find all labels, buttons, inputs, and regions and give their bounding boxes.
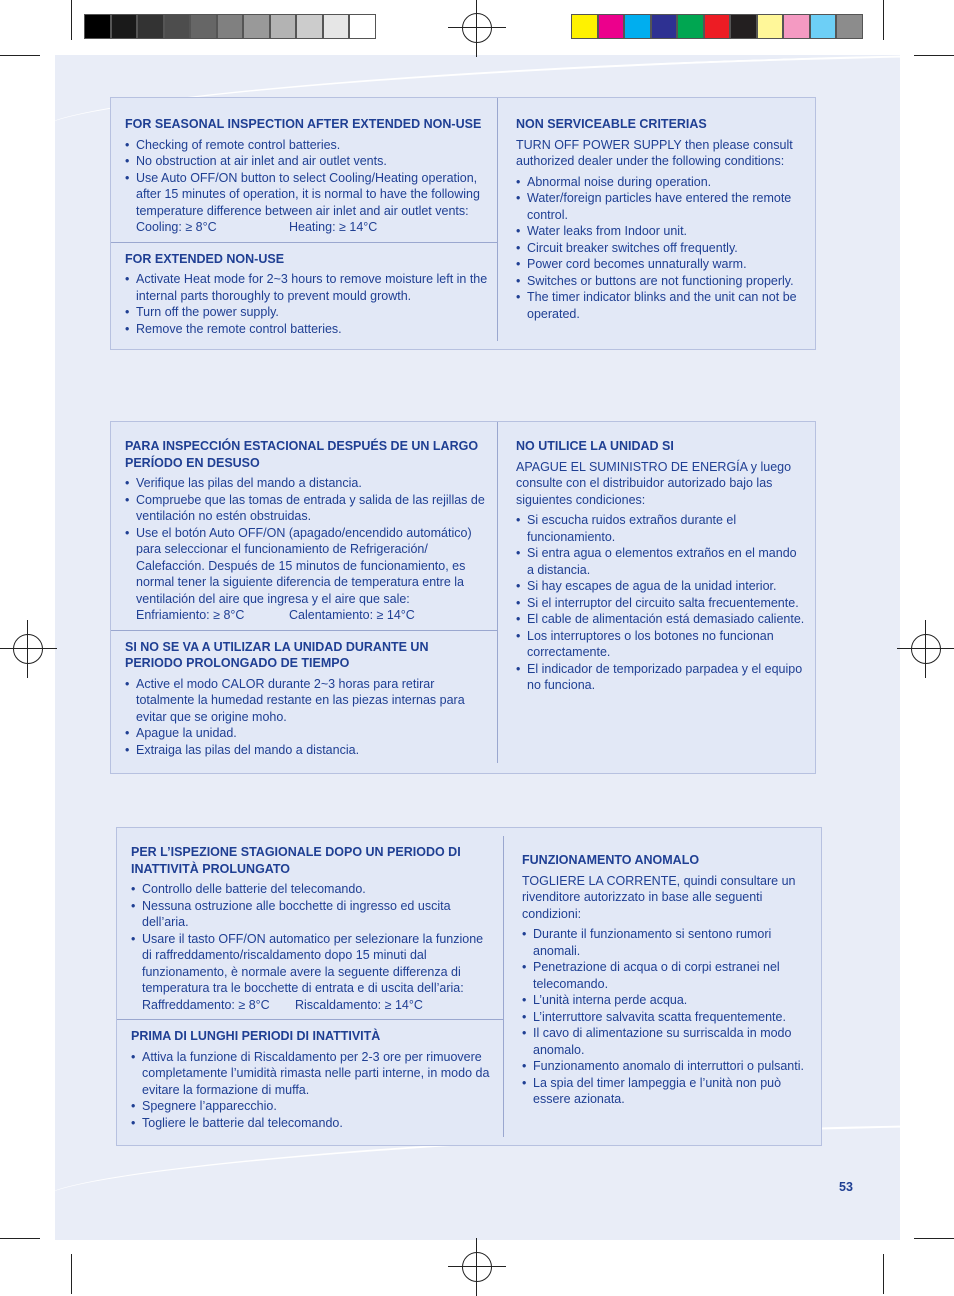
seasonal-inspection-list	[131, 881, 495, 1013]
crop-mark	[914, 1238, 954, 1239]
extended-non-use-title: SI NO SE VA A UTILIZAR LA UNIDAD DURANTE UN PERIODO PROLONGADO DE TIEMPO	[125, 639, 429, 670]
cooling-temp: Cooling: ≥ 8°C	[136, 220, 217, 234]
registration-mark-top	[462, 13, 492, 43]
do-not-use-title: NO UTILICE LA UNIDAD SI	[516, 439, 674, 453]
list-item: • Spegnere l’apparecchio.	[131, 1098, 495, 1115]
list-item: • L’interruttore salvavita scatta frequentemente.	[522, 1009, 811, 1026]
crop-mark	[71, 0, 72, 40]
color-swatch	[783, 14, 810, 39]
list-item: • Water leaks from Indoor unit.	[516, 223, 805, 240]
list-item: • La spia del timer lampeggia e l’unità non può essere azionata.	[522, 1075, 811, 1108]
grayscale-color-bar	[84, 14, 376, 41]
list-item: • Water/foreign particles have entered the remote control.	[516, 190, 805, 223]
list-item: • Si el interruptor del circuito salta frecuentemente.	[516, 595, 805, 612]
abnormal-operation-title: FUNZIONAMENTO ANOMALO	[522, 853, 700, 867]
list-item: • Apague la unidad.	[125, 725, 489, 742]
heating-temp: Heating: ≥ 14°C	[289, 220, 378, 234]
list-item: • Si hay escapes de agua de la unidad interior.	[516, 578, 805, 595]
color-swatch	[270, 14, 297, 39]
list-item: • Circuit breaker switches off frequently.	[516, 240, 805, 257]
extended-non-use-list	[125, 271, 489, 337]
color-swatch	[84, 14, 111, 39]
list-item: • Togliere le batterie dal telecomando.	[131, 1115, 495, 1132]
cooling-temp: Enfriamiento: ≥ 8°C	[136, 608, 245, 622]
color-swatch	[757, 14, 784, 39]
registration-mark-right	[911, 634, 941, 664]
crop-mark	[71, 1254, 72, 1294]
page-number: 53	[839, 1180, 853, 1194]
english-left-column	[111, 98, 497, 349]
list-item: • Switches or buttons are not functioning properly.	[516, 273, 805, 290]
temperature-values	[125, 219, 489, 236]
registration-mark-left	[13, 634, 43, 664]
process-color-bar	[571, 14, 863, 41]
english-section	[110, 97, 816, 350]
extended-non-use-title: PRIMA DI LUNGHI PERIODI DI INATTIVITÀ	[131, 1029, 381, 1043]
list-item: • Power cord becomes unnaturally warm.	[516, 256, 805, 273]
list-item: • Attiva la funzione di Riscaldamento per 2-3 ore per rimuovere completamente l’umidità rimasta nelle parti interne, in modo da evitare la formazione di muffa.	[131, 1049, 495, 1099]
list-item: • Verifique las pilas del mando a distancia.	[125, 475, 489, 492]
list-item: • El indicador de temporizado parpadea y el equipo no funciona.	[516, 661, 805, 694]
color-swatch	[111, 14, 138, 39]
list-item: • Il cavo di alimentazione su surriscalda in modo anomalo.	[522, 1025, 811, 1058]
list-item: • Use Auto OFF/ON button to select Cooling/Heating operation, after 15 minutes of operation, it is normal to have the following temperature difference between air inlet and air outlet vents:	[125, 170, 489, 220]
color-swatch	[571, 14, 598, 39]
seasonal-inspection-title: FOR SEASONAL INSPECTION AFTER EXTENDED NON-USE	[125, 117, 482, 131]
heating-temp: Riscaldamento: ≥ 14°C	[295, 997, 423, 1012]
color-swatch	[296, 14, 323, 39]
list-item: • Remove the remote control batteries.	[125, 321, 489, 338]
cooling-temp: Raffreddamento: ≥ 8°C	[142, 997, 270, 1012]
color-swatch	[349, 14, 376, 39]
list-item: • Use el botón Auto OFF/ON (apagado/encendido automático) para seleccionar el funcionamiento de Refrigeración/ Calefacción. Después de 15 minutos de funcionamiento, es normal tener la siguiente diferencia de temperatura entre la ventilación del aire que ingresa y el aire que sale:	[125, 525, 489, 608]
color-swatch	[810, 14, 837, 39]
list-item: • El cable de alimentación está demasiado caliente.	[516, 611, 805, 628]
extended-non-use-title: FOR EXTENDED NON-USE	[125, 251, 285, 266]
list-item: • Nessuna ostruzione alle bocchette di ingresso ed uscita dell’aria.	[131, 898, 495, 931]
italian-right-column	[503, 836, 821, 1137]
list-item: • Usare il tasto OFF/ON automatico per selezionare la funzione di raffreddamento/riscaldamento dopo 15 minuti dal funzionamento, è normale avere la seguente differenza di temperatura tra le bocchette di entrata e di uscita dell’aria:	[131, 931, 495, 997]
list-item: • Extraiga las pilas del mando a distancia.	[125, 742, 489, 759]
extended-non-use-list	[125, 676, 489, 759]
do-not-use-intro: APAGUE EL SUMINISTRO DE ENERGÍA y luego consulte con el distribuidor autorizado bajo las siguientes condiciones:	[516, 459, 792, 507]
color-swatch	[677, 14, 704, 39]
temperature-values	[125, 607, 489, 624]
color-swatch	[323, 14, 350, 39]
list-item: • Penetrazione di acqua o di corpi estranei nel telecomando.	[522, 959, 811, 992]
crop-mark	[914, 55, 954, 56]
non-serviceable-intro: TURN OFF POWER SUPPLY then please consult authorized dealer under the following conditions:	[516, 137, 793, 168]
section-divider	[111, 630, 497, 631]
list-item: • Checking of remote control batteries.	[125, 137, 489, 154]
heating-temp: Calentamiento: ≥ 14°C	[289, 608, 415, 622]
abnormal-operation-list	[522, 926, 811, 1108]
extended-non-use-list	[131, 1049, 495, 1132]
list-item: • Si escucha ruidos extraños durante el funcionamiento.	[516, 512, 805, 545]
non-serviceable-title: NON SERVICEABLE CRITERIAS	[516, 117, 707, 131]
color-swatch	[243, 14, 270, 39]
list-item: • The timer indicator blinks and the unit can not be operated.	[516, 289, 805, 322]
list-item: • No obstruction at air inlet and air outlet vents.	[125, 153, 489, 170]
crop-mark	[883, 0, 884, 40]
list-item: • Funzionamento anomalo di interruttori o pulsanti.	[522, 1058, 811, 1075]
do-not-use-list	[516, 512, 805, 694]
list-item: • Compruebe que las tomas de entrada y salida de las rejillas de ventilación no estén obstruidas.	[125, 492, 489, 525]
color-swatch	[598, 14, 625, 39]
registration-mark-bottom	[462, 1252, 492, 1282]
list-item: • Los interruptores o los botones no funcionan correctamente.	[516, 628, 805, 661]
list-item: • Si entra agua o elementos extraños en el mando a distancia.	[516, 545, 805, 578]
list-item: • Activate Heat mode for 2~3 hours to remove moisture left in the internal parts thoroughly to prevent mould growth.	[125, 271, 489, 304]
abnormal-operation-intro: TOGLIERE LA CORRENTE, quindi consultare un rivenditore autorizzato in base alle seguenti condizioni:	[522, 873, 796, 921]
seasonal-inspection-title: PER L’ISPEZIONE STAGIONALE DOPO UN PERIODO DI INATTIVITÀ PROLUNGATO	[131, 845, 461, 876]
spanish-section	[110, 421, 816, 774]
seasonal-inspection-list	[125, 137, 489, 236]
crop-mark	[0, 55, 40, 56]
color-swatch	[164, 14, 191, 39]
list-item: • L’unità interna perde acqua.	[522, 992, 811, 1009]
list-item: • Turn off the power supply.	[125, 304, 489, 321]
color-swatch	[836, 14, 863, 39]
section-divider	[111, 242, 497, 243]
italian-left-column	[117, 828, 503, 1145]
section-divider	[117, 1019, 503, 1020]
seasonal-inspection-title: PARA INSPECCIÓN ESTACIONAL DESPUÉS DE UN LARGO PERÍODO EN DESUSO	[125, 439, 479, 470]
non-serviceable-list	[516, 174, 805, 323]
english-right-column	[497, 98, 815, 341]
color-swatch	[217, 14, 244, 39]
crop-mark	[0, 1238, 40, 1239]
color-swatch	[624, 14, 651, 39]
list-item: • Durante il funzionamento si sentono rumori anomali.	[522, 926, 811, 959]
temperature-values	[131, 997, 495, 1014]
spanish-left-column	[111, 422, 497, 773]
list-item: • Controllo delle batterie del telecomando.	[131, 881, 495, 898]
color-swatch	[651, 14, 678, 39]
crop-mark	[883, 1254, 884, 1294]
color-swatch	[730, 14, 757, 39]
italian-section	[116, 827, 822, 1146]
seasonal-inspection-list	[125, 475, 489, 624]
list-item: • Abnormal noise during operation.	[516, 174, 805, 191]
color-swatch	[190, 14, 217, 39]
color-swatch	[704, 14, 731, 39]
color-swatch	[137, 14, 164, 39]
spanish-right-column	[497, 422, 815, 763]
list-item: • Active el modo CALOR durante 2~3 horas para retirar totalmente la humedad restante en las piezas internas para evitar que se origine moho.	[125, 676, 489, 726]
